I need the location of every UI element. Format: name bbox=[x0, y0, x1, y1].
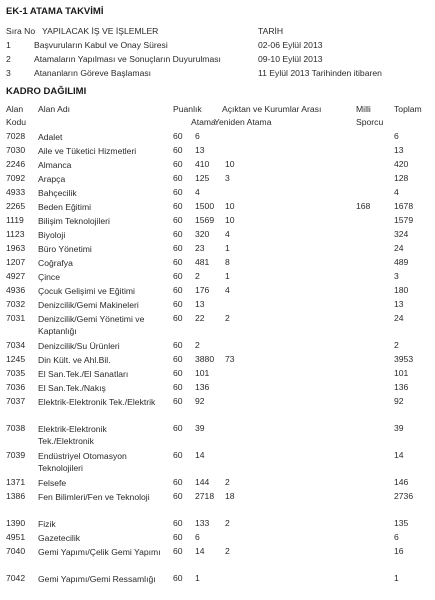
merit-appointment: 101 bbox=[195, 368, 210, 378]
header-athlete-line1: Milli bbox=[356, 104, 371, 114]
field-name: Çocuk Gelişimi ve Eğitimi bbox=[38, 286, 135, 296]
merit-percentage: 60 bbox=[173, 368, 183, 378]
merit-appointment: 14 bbox=[195, 450, 205, 460]
field-name: Elektrik-Elektronik Tek./Elektronik bbox=[38, 424, 107, 446]
table-row bbox=[0, 229, 435, 243]
schedule-work: Başvuruların Kabul ve Onay Süresi bbox=[34, 40, 168, 50]
merit-appointment: 320 bbox=[195, 229, 210, 239]
field-code: 4933 bbox=[6, 187, 26, 197]
table-row bbox=[0, 491, 435, 518]
header-code-line2: Kodu bbox=[6, 117, 27, 127]
inter-institution-appointment: 18 bbox=[225, 491, 235, 501]
header-total: Toplam bbox=[394, 104, 422, 114]
merit-appointment: 6 bbox=[195, 131, 200, 141]
field-code: 7092 bbox=[6, 173, 26, 183]
field-code: 2265 bbox=[6, 201, 26, 211]
inter-institution-appointment: 8 bbox=[225, 257, 230, 267]
merit-percentage: 60 bbox=[173, 131, 183, 141]
total: 3 bbox=[394, 271, 399, 281]
inter-institution-appointment: 1 bbox=[225, 271, 230, 281]
total: 101 bbox=[394, 368, 409, 378]
merit-percentage: 60 bbox=[173, 477, 183, 487]
merit-percentage: 60 bbox=[173, 257, 183, 267]
table-row bbox=[0, 423, 435, 450]
field-name: Gemi Yapımı/Çelik Gemi Yapımı bbox=[38, 547, 161, 557]
merit-percentage: 60 bbox=[173, 340, 183, 350]
merit-appointment: 133 bbox=[195, 518, 210, 528]
header-merit-line2: Atama bbox=[191, 117, 216, 127]
total: 13 bbox=[394, 299, 404, 309]
quota-title: KADRO DAĞILIMI bbox=[6, 86, 87, 97]
total: 16 bbox=[394, 546, 404, 556]
total: 24 bbox=[394, 243, 404, 253]
field-code: 7036 bbox=[6, 382, 26, 392]
inter-institution-appointment: 10 bbox=[225, 201, 235, 211]
merit-appointment: 481 bbox=[195, 257, 210, 267]
schedule-date: 11 Eylül 2013 Tarihinden itibaren bbox=[258, 68, 382, 78]
field-code: 7037 bbox=[6, 396, 26, 406]
total: 1678 bbox=[394, 201, 414, 211]
schedule-no: 3 bbox=[6, 68, 11, 78]
schedule-date: 02-06 Eylül 2013 bbox=[258, 40, 323, 50]
field-name: Elektrik-Elektronik Tek./Elektrik bbox=[38, 397, 156, 407]
table-row bbox=[0, 477, 435, 491]
field-name: El San.Tek./Nakış bbox=[38, 383, 106, 393]
field-code: 1371 bbox=[6, 477, 26, 487]
inter-institution-appointment: 4 bbox=[225, 229, 230, 239]
merit-appointment: 23 bbox=[195, 243, 205, 253]
total: 136 bbox=[394, 382, 409, 392]
merit-appointment: 3880 bbox=[195, 354, 215, 364]
table-row bbox=[0, 450, 435, 477]
field-name: Büro Yönetimi bbox=[38, 244, 92, 254]
field-code: 1123 bbox=[6, 229, 25, 239]
field-name: Adalet bbox=[38, 132, 63, 142]
field-name: Din Kült. ve Ahl.Bil. bbox=[38, 355, 111, 365]
merit-appointment: 2 bbox=[195, 271, 200, 281]
table-row bbox=[0, 145, 435, 159]
field-name: Bilişim Teknolojileri bbox=[38, 216, 110, 226]
field-name: Aile ve Tüketici Hizmetleri bbox=[38, 146, 137, 156]
field-code: 7034 bbox=[6, 340, 26, 350]
table-row bbox=[0, 382, 435, 396]
total: 489 bbox=[394, 257, 409, 267]
inter-institution-appointment: 10 bbox=[225, 159, 235, 169]
table-row bbox=[0, 257, 435, 271]
merit-appointment: 22 bbox=[195, 313, 205, 323]
table-row bbox=[0, 215, 435, 229]
merit-percentage: 60 bbox=[173, 271, 183, 281]
inter-institution-appointment: 73 bbox=[225, 354, 235, 364]
field-name: Felsefe bbox=[38, 478, 67, 488]
total: 3953 bbox=[394, 354, 414, 364]
table-row bbox=[0, 173, 435, 187]
schedule-row bbox=[0, 54, 435, 66]
field-name: Bahçecilik bbox=[38, 188, 77, 198]
merit-appointment: 1 bbox=[195, 573, 200, 583]
schedule-work: Atananların Göreve Başlaması bbox=[34, 68, 152, 78]
field-code: 7042 bbox=[6, 573, 26, 583]
merit-percentage: 60 bbox=[173, 299, 183, 309]
header-merit-line1: Puanlık bbox=[173, 104, 202, 114]
total: 39 bbox=[394, 423, 404, 433]
merit-appointment: 39 bbox=[195, 423, 205, 433]
merit-appointment: 2 bbox=[195, 340, 200, 350]
merit-percentage: 60 bbox=[173, 573, 183, 583]
merit-appointment: 176 bbox=[195, 285, 210, 295]
national-athlete: 168 bbox=[356, 201, 371, 211]
field-name: Denizcilik/Gemi Yönetimi ve Kaptanlığı bbox=[38, 314, 145, 336]
merit-percentage: 60 bbox=[173, 396, 183, 406]
table-row bbox=[0, 243, 435, 257]
inter-institution-appointment: 10 bbox=[225, 215, 235, 225]
total: 180 bbox=[394, 285, 409, 295]
field-name: Almanca bbox=[38, 160, 72, 170]
field-name: Biyoloji bbox=[38, 230, 66, 240]
total: 92 bbox=[394, 396, 404, 406]
table-row bbox=[0, 159, 435, 173]
inter-institution-appointment: 1 bbox=[225, 243, 230, 253]
field-name: Beden Eğitimi bbox=[38, 202, 92, 212]
field-code: 4936 bbox=[6, 285, 26, 295]
table-row bbox=[0, 532, 435, 546]
merit-appointment: 14 bbox=[195, 546, 205, 556]
merit-percentage: 60 bbox=[173, 201, 183, 211]
field-name: Gemi Yapımı/Gemi Ressamlığı bbox=[38, 574, 156, 584]
total: 24 bbox=[394, 313, 404, 323]
field-name: El San.Tek./El Sanatları bbox=[38, 369, 129, 379]
table-row bbox=[0, 201, 435, 215]
total: 128 bbox=[394, 173, 409, 183]
schedule-row bbox=[0, 40, 435, 52]
merit-percentage: 60 bbox=[173, 354, 183, 364]
merit-appointment: 1500 bbox=[195, 201, 215, 211]
field-name: Gazetecilik bbox=[38, 533, 81, 543]
field-code: 7038 bbox=[6, 423, 26, 433]
table-row bbox=[0, 368, 435, 382]
field-code: 7039 bbox=[6, 450, 26, 460]
merit-percentage: 60 bbox=[173, 313, 183, 323]
merit-appointment: 4 bbox=[195, 187, 200, 197]
field-name: Coğrafya bbox=[38, 258, 73, 268]
total: 4 bbox=[394, 187, 399, 197]
merit-percentage: 60 bbox=[173, 229, 183, 239]
table-row bbox=[0, 518, 435, 532]
merit-appointment: 92 bbox=[195, 396, 205, 406]
table-row bbox=[0, 187, 435, 201]
merit-appointment: 13 bbox=[195, 299, 205, 309]
inter-institution-appointment: 2 bbox=[225, 518, 230, 528]
field-name: Endüstriyel Otomasyon Teknolojileri bbox=[38, 451, 127, 473]
merit-percentage: 60 bbox=[173, 518, 183, 528]
merit-percentage: 60 bbox=[173, 285, 183, 295]
field-code: 1390 bbox=[6, 518, 26, 528]
total: 13 bbox=[394, 145, 404, 155]
header-inter-line1: Açıktan ve Kurumlar Arası bbox=[222, 104, 322, 114]
inter-institution-appointment: 2 bbox=[225, 477, 230, 487]
annex-title: EK-1 ATAMA TAKVİMİ bbox=[6, 6, 104, 17]
table-row bbox=[0, 313, 435, 340]
schedule-row bbox=[0, 68, 435, 80]
schedule-work: Atamaların Yapılması ve Sonuçların Duyurulması bbox=[34, 54, 221, 64]
merit-appointment: 125 bbox=[195, 173, 210, 183]
field-code: 4951 bbox=[6, 532, 26, 542]
field-code: 1963 bbox=[6, 243, 26, 253]
total: 2 bbox=[394, 340, 399, 350]
field-code: 7028 bbox=[6, 131, 26, 141]
field-code: 7032 bbox=[6, 299, 26, 309]
merit-percentage: 60 bbox=[173, 159, 183, 169]
total: 6 bbox=[394, 532, 399, 542]
field-code: 4927 bbox=[6, 271, 26, 281]
inter-institution-appointment: 2 bbox=[225, 546, 230, 556]
schedule-header-work: YAPILACAK İŞ VE İŞLEMLER bbox=[42, 26, 159, 36]
inter-institution-appointment: 2 bbox=[225, 313, 230, 323]
field-code: 1119 bbox=[6, 215, 24, 225]
field-name: Çince bbox=[38, 272, 60, 282]
total: 324 bbox=[394, 229, 409, 239]
schedule-no: 2 bbox=[6, 54, 11, 64]
total: 146 bbox=[394, 477, 409, 487]
field-code: 1386 bbox=[6, 491, 26, 501]
field-name: Arapça bbox=[38, 174, 66, 184]
table-row bbox=[0, 340, 435, 354]
total: 1579 bbox=[394, 215, 414, 225]
merit-percentage: 60 bbox=[173, 546, 183, 556]
field-name: Denizcilik/Su Ürünleri bbox=[38, 341, 120, 351]
field-code: 7040 bbox=[6, 546, 26, 556]
merit-percentage: 60 bbox=[173, 532, 183, 542]
field-code: 7035 bbox=[6, 368, 26, 378]
inter-institution-appointment: 3 bbox=[225, 173, 230, 183]
merit-percentage: 60 bbox=[173, 423, 183, 433]
merit-percentage: 60 bbox=[173, 243, 183, 253]
header-athlete-line2: Sporcu bbox=[356, 117, 384, 127]
total: 6 bbox=[394, 131, 399, 141]
merit-appointment: 6 bbox=[195, 532, 200, 542]
table-row bbox=[0, 131, 435, 145]
table-row bbox=[0, 354, 435, 368]
schedule-header-date: TARİH bbox=[258, 26, 284, 36]
merit-percentage: 60 bbox=[173, 382, 183, 392]
schedule-date: 09-10 Eylül 2013 bbox=[258, 54, 323, 64]
total: 2736 bbox=[394, 491, 414, 501]
schedule-no: 1 bbox=[6, 40, 11, 50]
merit-appointment: 144 bbox=[195, 477, 210, 487]
merit-percentage: 60 bbox=[173, 187, 183, 197]
total: 14 bbox=[394, 450, 404, 460]
table-row bbox=[0, 299, 435, 313]
table-row bbox=[0, 396, 435, 423]
table-row bbox=[0, 546, 435, 573]
merit-percentage: 60 bbox=[173, 215, 183, 225]
field-name: Denizcilik/Gemi Makineleri bbox=[38, 300, 139, 310]
merit-percentage: 60 bbox=[173, 491, 183, 501]
header-code-line1: Alan bbox=[6, 104, 24, 114]
table-row bbox=[0, 271, 435, 285]
total: 420 bbox=[394, 159, 409, 169]
schedule-header-no: Sıra No bbox=[6, 26, 36, 36]
merit-percentage: 60 bbox=[173, 450, 183, 460]
merit-appointment: 410 bbox=[195, 159, 210, 169]
field-name: Fizik bbox=[38, 519, 56, 529]
merit-appointment: 13 bbox=[195, 145, 205, 155]
table-row bbox=[0, 573, 435, 600]
field-code: 1245 bbox=[6, 354, 26, 364]
merit-percentage: 60 bbox=[173, 173, 183, 183]
field-code: 2246 bbox=[6, 159, 26, 169]
total: 135 bbox=[394, 518, 409, 528]
inter-institution-appointment: 4 bbox=[225, 285, 230, 295]
merit-appointment: 136 bbox=[195, 382, 210, 392]
total: 1 bbox=[394, 573, 399, 583]
field-code: 7031 bbox=[6, 313, 26, 323]
table-row bbox=[0, 285, 435, 299]
merit-appointment: 2718 bbox=[195, 491, 215, 501]
header-name: Alan Adı bbox=[38, 104, 71, 114]
merit-appointment: 1569 bbox=[195, 215, 215, 225]
field-code: 7030 bbox=[6, 145, 26, 155]
header-inter-line2: Yeniden Atama bbox=[214, 117, 272, 127]
field-code: 1207 bbox=[6, 257, 26, 267]
merit-percentage: 60 bbox=[173, 145, 183, 155]
field-name: Fen Bilimleri/Fen ve Teknoloji bbox=[38, 492, 150, 502]
